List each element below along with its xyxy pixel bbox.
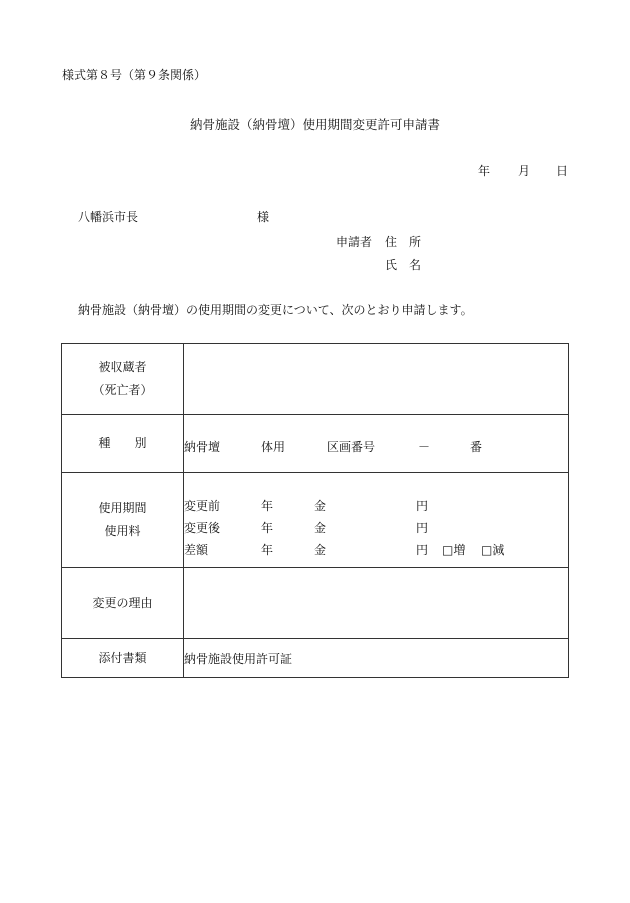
section-number-text: 区画番号 bbox=[327, 439, 376, 454]
difference-year: 年 bbox=[261, 543, 274, 557]
form-title: 納骨施設（納骨壇）使用期間変更許可申請書 bbox=[189, 117, 440, 132]
before-change-label: 変更前 bbox=[184, 499, 221, 513]
deceased-row bbox=[62, 344, 569, 415]
form-number: 様式第８号（第９条関係） bbox=[62, 68, 207, 82]
category-label: 種 別 bbox=[62, 415, 184, 473]
period-fee-field[interactable] bbox=[184, 473, 569, 568]
ban-text: 番 bbox=[470, 439, 483, 454]
address-label: 住 所 bbox=[385, 235, 422, 249]
attachments-value: 納骨施設使用許可証 bbox=[184, 639, 569, 678]
date-year: 年 bbox=[478, 164, 491, 178]
date-month: 月 bbox=[518, 164, 531, 178]
date-day: 日 bbox=[556, 164, 569, 178]
reason-field[interactable] bbox=[184, 568, 569, 639]
before-change-line bbox=[184, 497, 568, 511]
attachments-row bbox=[62, 639, 569, 678]
columbarium-text: 納骨壇 bbox=[184, 439, 221, 454]
category-field[interactable] bbox=[184, 415, 569, 473]
reason-row bbox=[62, 568, 569, 639]
difference-line bbox=[184, 541, 568, 555]
after-yen: 円 bbox=[416, 521, 429, 535]
honorific: 様 bbox=[257, 210, 270, 224]
increase-checkbox[interactable]: □増 bbox=[442, 543, 466, 557]
reason-label: 変更の理由 bbox=[62, 568, 184, 639]
addressee: 八幡浜市長 bbox=[78, 210, 139, 224]
name-label: 氏 名 bbox=[385, 258, 422, 272]
intro-text: 納骨施設（納骨壇）の使用期間の変更について、次のとおり申請します。 bbox=[78, 303, 473, 317]
attachments-label: 添付書類 bbox=[62, 639, 184, 678]
deceased-label bbox=[62, 344, 184, 415]
fee-label: 使用料 bbox=[104, 524, 141, 538]
application-table bbox=[61, 343, 569, 678]
period-label: 使用期間 bbox=[98, 501, 147, 516]
applicant-label: 申請者 bbox=[336, 235, 373, 249]
before-year: 年 bbox=[261, 499, 274, 513]
before-yen: 円 bbox=[416, 499, 429, 513]
category-row bbox=[62, 415, 569, 473]
after-year: 年 bbox=[261, 521, 274, 535]
deceased-label-line2: （死亡者） bbox=[92, 383, 153, 397]
dash-text: － bbox=[418, 439, 431, 454]
difference-amount: 金 bbox=[314, 543, 327, 557]
difference-yen: 円 bbox=[416, 543, 429, 557]
before-amount: 金 bbox=[314, 499, 327, 513]
after-change-line bbox=[184, 519, 568, 533]
after-amount: 金 bbox=[314, 521, 327, 535]
difference-label: 差額 bbox=[184, 543, 209, 557]
period-fee-label bbox=[62, 473, 184, 568]
decrease-checkbox[interactable]: □減 bbox=[481, 543, 505, 557]
units-text: 体用 bbox=[261, 439, 286, 454]
period-fee-row bbox=[62, 473, 569, 568]
after-change-label: 変更後 bbox=[184, 521, 221, 535]
deceased-field[interactable] bbox=[184, 344, 569, 415]
deceased-label-line1: 被収蔵者 bbox=[98, 360, 147, 375]
